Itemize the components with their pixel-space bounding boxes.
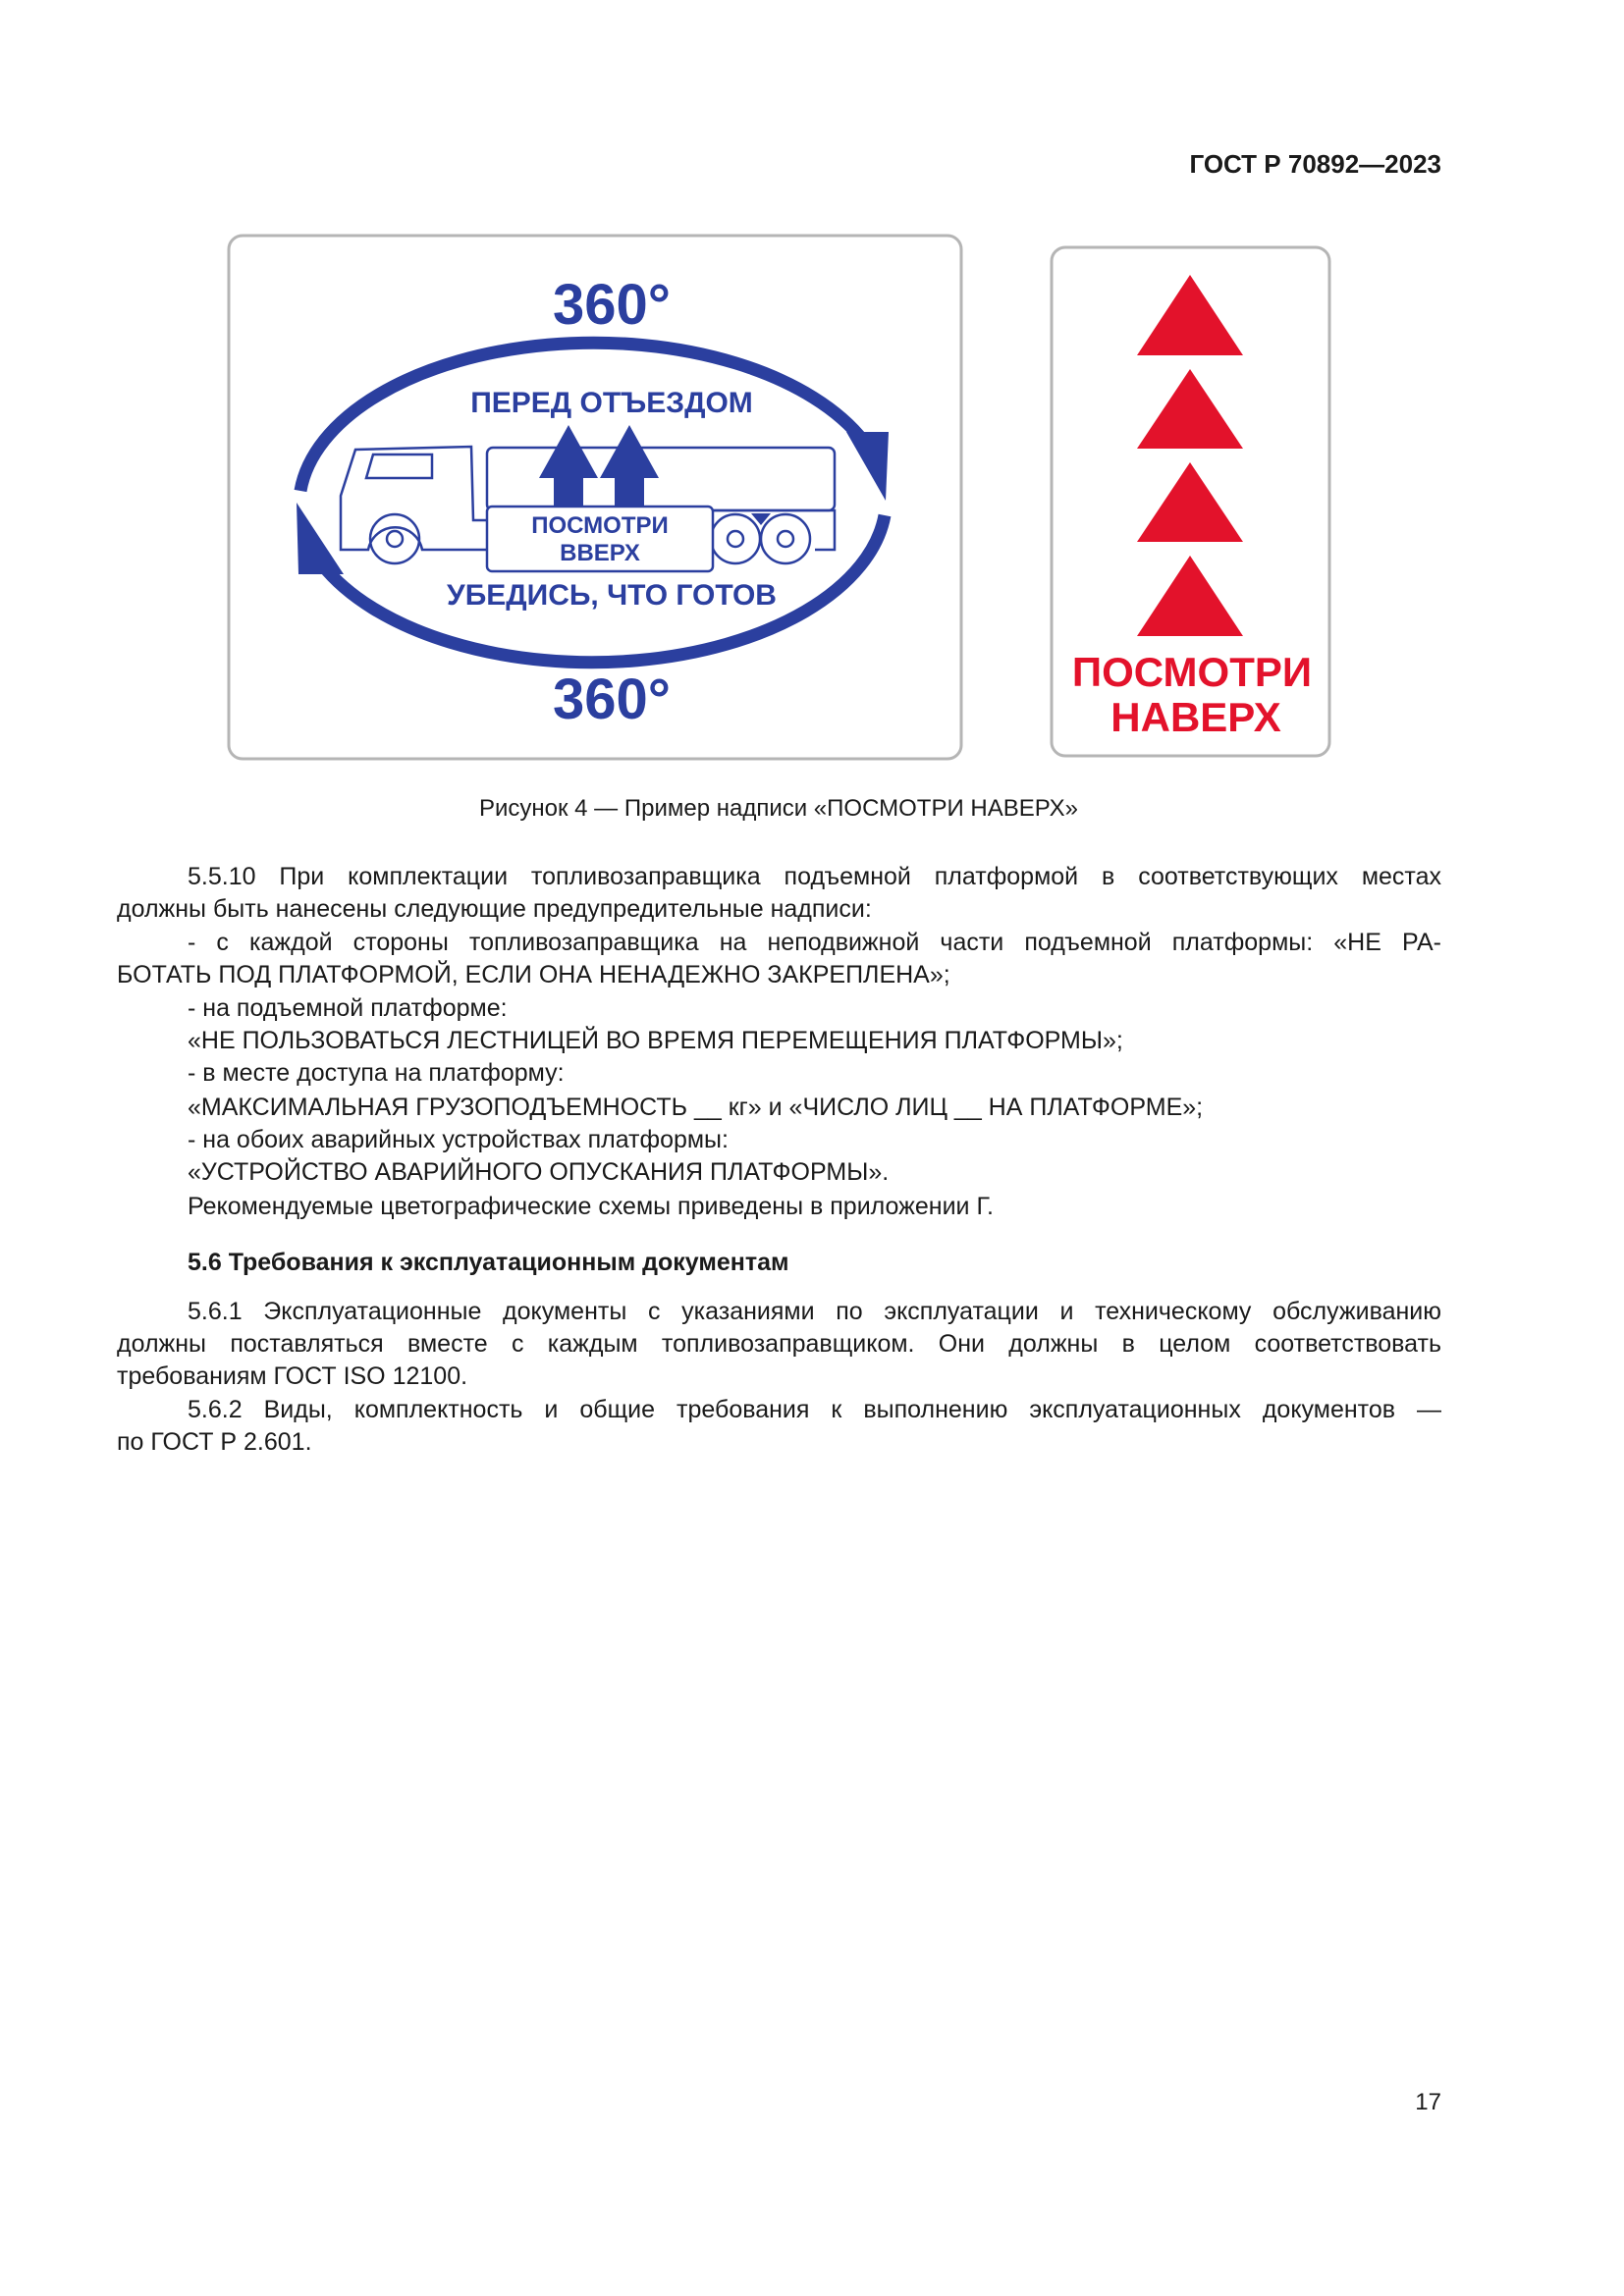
paragraph-line: - на подъемной платформе: [188,994,508,1022]
paragraph-line: 5.6.2 Виды, комплектность и общие требования к выполнению эксплуатационных документов — [188,1396,1441,1423]
sign-line-bottom: УБЕДИСЬ, ЧТО ГОТОВ [447,579,777,612]
sign-line-top: ПЕРЕД ОТЪЕЗДОМ [470,387,753,419]
paragraph-line: 5.5.10 При комплектации топливозаправщика подъемной платформой в соответствующих местах [188,863,1441,890]
paragraph-line: - с каждой стороны топливозаправщика на неподвижной части подъемной платформы: «НЕ РА- [188,929,1441,956]
paragraph-line: «НЕ ПОЛЬЗОВАТЬСЯ ЛЕСТНИЦЕЙ ВО ВРЕМЯ ПЕРЕМЕЩЕНИЯ ПЛАТФОРМЫ»; [188,1027,1123,1054]
paragraph-line: - на обоих аварийных устройствах платформы: [188,1126,729,1153]
paragraph-line: БОТАТЬ ПОД ПЛАТФОРМОЙ, ЕСЛИ ОНА НЕНАДЕЖНО ЗАКРЕПЛЕНА»; [117,961,950,988]
box-line-1: ПОСМОТРИ [531,512,669,539]
section-heading: 5.6 Требования к эксплуатационным документам [188,1249,789,1276]
degrees-top: 360° [553,273,671,337]
paragraph-line: 5.6.1 Эксплуатационные документы с указаниями по эксплуатации и техническому обслуживанию [188,1298,1441,1325]
red-sign-line-1: ПОСМОТРИ [1071,649,1313,695]
paragraph-line: по ГОСТ Р 2.601. [117,1428,312,1456]
box-line-2: ВВЕРХ [560,540,640,566]
figure-caption: Рисунок 4 — Пример надписи «ПОСМОТРИ НАВЕРХ» [478,795,1079,822]
paragraph-line: «МАКСИМАЛЬНАЯ ГРУЗОПОДЪЕМНОСТЬ __ кг» и «ЧИСЛО ЛИЦ __ НА ПЛАТФОРМЕ»; [188,1094,1204,1121]
sign-look-up-triangles [1052,247,1329,756]
paragraph-line: требованиям ГОСТ ISO 12100. [117,1362,468,1390]
red-sign-line-2: НАВЕРХ [1110,694,1281,740]
page-number: 17 [1415,2089,1441,2115]
paragraph-line: «УСТРОЙСТВО АВАРИЙНОГО ОПУСКАНИЯ ПЛАТФОРМЫ». [188,1158,890,1186]
paragraph-line: - в месте доступа на платформу: [188,1059,565,1087]
paragraph-line: должны быть нанесены следующие предупредительные надписи: [117,895,872,923]
document-header-id: ГОСТ Р 70892—2023 [1189,149,1441,179]
sign-360-look-up [229,236,961,759]
degrees-bottom: 360° [553,667,671,731]
paragraph-line: должны поставляться вместе с каждым топливозаправщиком. Они должны в целом соответствовать [117,1330,1441,1358]
figure-4 [0,0,1624,785]
paragraph-line: Рекомендуемые цветографические схемы приведены в приложении Г. [188,1193,994,1220]
